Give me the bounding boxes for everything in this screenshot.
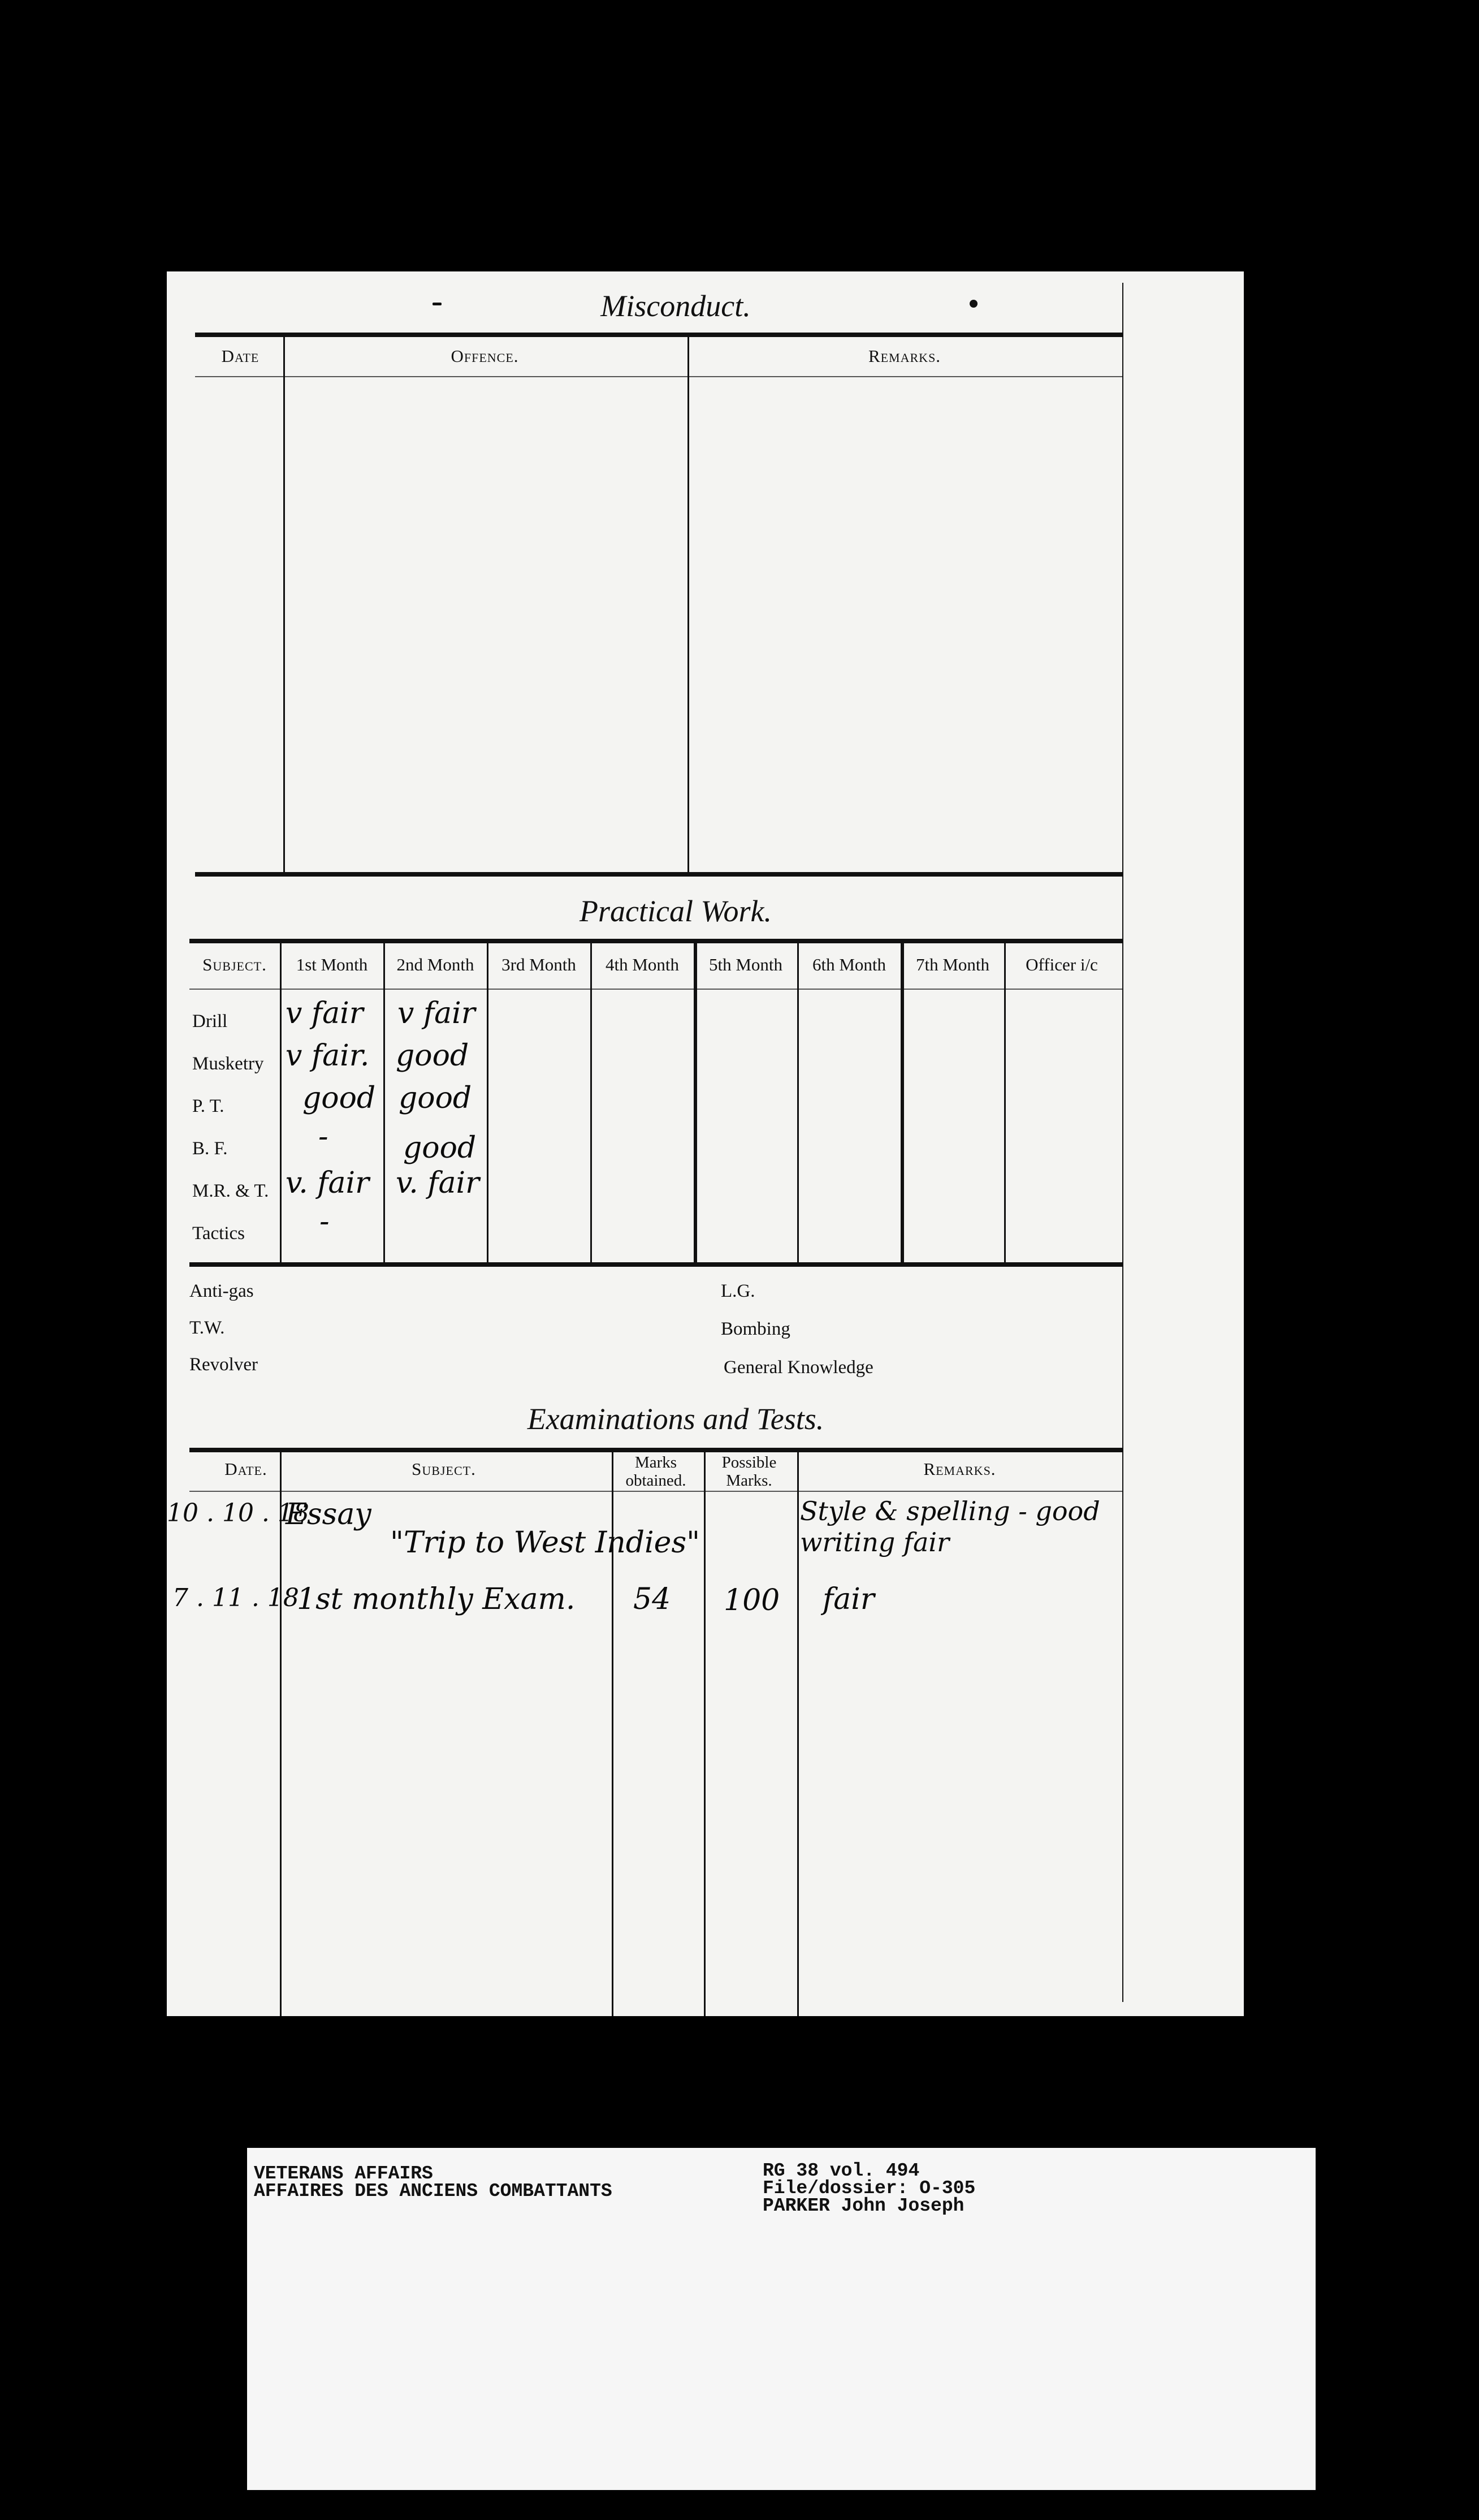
archive-label-name: PARKER John Joseph [763,2195,965,2216]
record-sheet [167,271,1244,2016]
practical-header-7th-month: 7th Month [915,955,990,974]
exam-subject-handwritten: Essay [286,1498,371,1531]
ink-spot [433,303,442,305]
practical-col-divider [280,941,282,1263]
practical-mark-handwritten: good [302,1081,376,1115]
misconduct-top-rule [195,333,1122,337]
exam-remarks-handwritten: Style & spelling - good [800,1496,1100,1526]
exam-subject-handwritten: "Trip to West Indies" [390,1526,700,1560]
ink-spot [970,300,978,308]
practical-row-subject: Drill [192,1011,228,1032]
practical-header-3rd-month: 3rd Month [501,955,576,974]
practical-mark-handwritten: - [318,1120,328,1154]
exams-header-possible: Possible Marks. [721,1453,777,1490]
exams-header-rule [189,1491,1122,1492]
practical-header-officer: Officer i/c [1026,955,1098,974]
misconduct-col-divider [283,335,285,874]
exams-col-divider [797,1450,799,2016]
practical-header-rule [189,989,1122,990]
practical-row-subject: P. T. [192,1096,224,1116]
exams-col-divider [280,1450,282,2016]
practical-mark-handwritten: - [319,1205,330,1239]
archive-label-file: File/dossier: O-305 [763,2178,976,2199]
practical-col-divider [1004,941,1006,1263]
extra-subject-label: T.W. [189,1318,225,1338]
extra-subject-label: Bombing [721,1319,790,1339]
practical-mark-handwritten: v. fair [396,1166,480,1200]
exams-top-rule [189,1448,1122,1452]
misconduct-header-rule [195,376,1122,377]
exam-date-handwritten: 10 . 10 . 18 [167,1499,309,1527]
practical-work-title: Practical Work. [580,894,772,928]
misconduct-offence-header: Offence. [451,346,519,366]
exam-marks-obtained-handwritten: 54 [633,1582,671,1616]
exam-remarks-handwritten: fair [823,1582,875,1616]
practical-col-divider [901,941,904,1263]
practical-header-2nd-month: 2nd Month [396,955,474,974]
exam-date-handwritten: 7 . 11 . 18 [172,1583,299,1612]
misconduct-title: Misconduct. [600,289,751,323]
exam-remarks-handwritten: writing fair [800,1527,950,1557]
misconduct-date-header: Date [221,346,260,366]
practical-col-divider [590,941,592,1263]
misconduct-col-divider [687,335,689,874]
practical-col-divider [487,941,488,1263]
practical-row-subject: Musketry [192,1054,264,1074]
practical-col-divider [797,941,799,1263]
practical-bottom-rule [189,1262,1122,1267]
practical-mark-handwritten: good [399,1081,472,1115]
archive-label-volume: RG 38 vol. 494 [763,2160,920,2181]
extra-subject-label: General Knowledge [724,1357,873,1378]
exams-header-subject: Subject. [412,1459,476,1479]
extra-subject-label: Revolver [189,1354,258,1375]
exams-header-date: Date. [224,1459,267,1479]
practical-mark-handwritten: v fair [397,996,475,1030]
practical-mark-handwritten: v fair [286,996,364,1030]
archive-label-department: VETERANS AFFAIRS [254,2163,433,2184]
exam-subject-handwritten: 1st monthly Exam. [297,1582,576,1616]
misconduct-remarks-header: Remarks. [868,346,941,366]
archive-label-card [247,2148,1316,2490]
practical-col-divider [694,941,697,1263]
extra-subject-label: L.G. [721,1281,755,1301]
practical-col-divider [383,941,385,1263]
practical-mark-handwritten: v. fair [286,1166,370,1200]
extra-subject-label: Anti-gas [189,1281,254,1301]
practical-header-subject: Subject. [202,955,267,974]
misconduct-bottom-rule [195,872,1122,877]
practical-header-4th-month: 4th Month [605,955,680,974]
sheet-margin-rule [1122,283,1123,2002]
exams-title: Examinations and Tests. [527,1402,824,1436]
archive-label-department-fr: AFFAIRES DES ANCIENS COMBATTANTS [254,2181,612,2202]
practical-header-6th-month: 6th Month [812,955,886,974]
practical-mark-handwritten: v fair. [286,1039,370,1073]
practical-mark-handwritten: good [403,1131,477,1165]
practical-header-1st-month: 1st Month [296,955,368,974]
practical-row-subject: M.R. & T. [192,1181,269,1201]
practical-row-subject: Tactics [192,1223,245,1244]
practical-top-rule [189,939,1122,943]
exams-col-divider [704,1450,706,2016]
exams-header-remarks: Remarks. [923,1459,996,1479]
exams-header-obtained: Marks obtained. [625,1453,686,1490]
exam-marks-possible-handwritten: 100 [724,1583,780,1617]
practical-row-subject: B. F. [192,1138,228,1159]
practical-mark-handwritten: good [396,1039,469,1073]
practical-header-5th-month: 5th Month [708,955,783,974]
